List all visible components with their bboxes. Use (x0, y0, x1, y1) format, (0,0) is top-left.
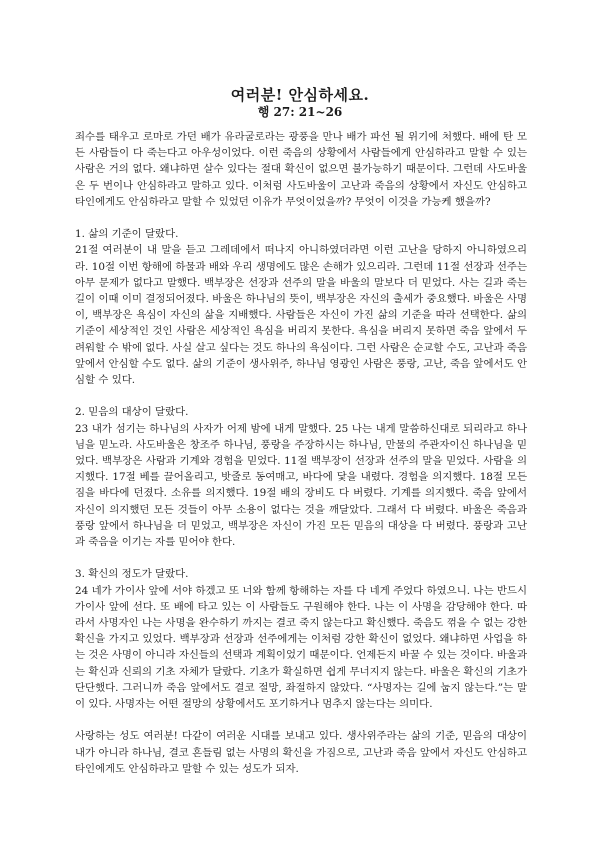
page-title: 여러분! 안심하세요. (230, 86, 370, 104)
closing-paragraph: 사랑하는 성도 여러분! 다같이 여러운 시대를 보내고 있다. 생사위주라는 삶의 기준, 믿음의 대상이 내가 아니라 하나님, 결코 흔들림 없는 사명의 확신을 가짐으로, 고난과 죽음 앞에서 자신도 안심하고 타인에게도 안심하라고 말할 수 있는 성도가 되자. (75, 730, 527, 775)
document-body (75, 129, 527, 793)
section-text-2: 23 내가 섬기는 하나님의 사자가 어제 밤에 내게 말했다. 25 나는 내게 말씀하신대로 되리라고 하나님을 믿노라. 사도바울은 창조주 하나님, 풍랑을 주장하시는 하나님, 만물의 주관자이신 하나님을 믿었다. 백부장은 사람과 기계와 경험을 믿었다. 11절 백부장이 선장과 선주의 말을 믿었다. 사람을 의지했다. 17절 베를 끌어올리고, 밧줄로 동여매고, 바다에 닻을 내렸다. 경험을 의지했다. 18절 모든 짐을 바다에 던졌다. 소유를 의지했다. 19절 배의 장비도 다 버렸다. 기계를 의지했다. 죽음 앞에서 자신이 의지했던 모든 것들이 아무 소용이 없다는 것을 깨달았다. 그래서 다 버렸다. 바울은 죽음과 풍랑 앞에서 하나님을 더 믿었고, 백부장은 자신이 가진 모든 믿음의 대상을 다 버렸다. 풍랑과 고난과 죽음을 이기는 자를 믿어야 한다. (75, 422, 527, 549)
scripture-reference: 행 27: 21~26 (257, 105, 343, 119)
intro-paragraph: 죄수를 태우고 로마로 가던 배가 유라굴로라는 광풍을 만나 배가 파선 될 위기에 처했다. 배에 탄 모든 사람들이 다 죽는다고 아우성이었다. 이런 죽음의 상황에서 사람들에게 안심하라고 말할 수 있는 사람은 거의 없다. 왜냐하면 살수 있다는 절대 확신이 없으면 불가능하기 때문이다. 그런데 사도바울은 두 번이나 안심하라고 말하고 있다. 이처럼 사도바울이 고난과 죽음의 상황에서 자신도 안심하고 타인에게도 안심하라고 말할 수 있었던 이유가 무엇이었을까? 무엇이 이것을 가능케 했을까? (75, 131, 527, 208)
section-heading-3: 3. 확신의 정도가 달랐다. (75, 568, 189, 581)
section-text-3: 24 네가 가이사 앞에 서야 하겠고 또 너와 함께 항해하는 자를 다 네게 주었다 하였으니. 나는 반드시 가이사 앞에 선다. 또 배에 타고 있는 이 사람들도 구원해야 한다. 나는 이 사명을 감당해야 한다. 따라서 사명자인 나는 사명을 완수하기 까지는 결코 죽지 않는다고 확신했다. 죽음도 꺾을 수 없는 강한 확신을 가지고 있었다. 백부장과 선장과 선주에게는 이처럼 강한 확신이 없었다. 왜냐하면 사업을 하는 것은 사명이 아니라 자신들의 선택과 계획이었기 때문이다. 언제든지 바꿀 수 있는 것이다. 바울과는 확신과 신뢰의 기초 자체가 달랐다. 기초가 확실하면 쉽게 무너지지 않는다. 바울은 확신의 기초가 단단했다. 그러니까 죽음 앞에서도 결코 절망, 좌절하지 않았다. “사명자는 길에 눕지 않는다.”는 말이 있다. 사명자는 어떤 절망의 상황에서도 포기하거나 멈추지 않는다는 의미다. (75, 584, 527, 711)
section-heading-1: 1. 삶의 기준이 달랐다. (75, 228, 179, 241)
section-heading-2: 2. 믿음의 대상이 달랐다. (75, 406, 189, 419)
section-text-1: 21절 여러분이 내 말을 듣고 그레데에서 떠나지 아니하였더라면 이런 고난을 당하지 아니하였으리라. 10절 이번 항해에 하물과 배와 우리 생명에도 많은 손해가 있으리라. 그런데 11절 선장과 선주는 아무 문제가 없다고 말했다. 백부장은 선장과 선주의 말을 바울의 말보다 더 믿었다. 사는 길과 죽는 길이 이때 이미 결정되어졌다. 바울은 하나님의 뜻이, 백부장은 자신의 출세가 중요했다. 바울은 사명이, 백부장은 욕심이 자신의 삶을 지배했다. 사람들은 자신이 가진 삶의 기준을 따라 선택한다. 삶의 기준이 세상적인 것인 사람은 세상적인 욕심을 버리지 못한다. 욕심을 버리지 못하면 죽음 앞에서 두려워할 수 밖에 없다. 사실 살고 싶다는 것도 하나의 욕심이다. 그런 사람은 순교할 수도, 고난과 죽음 앞에서 안심할 수도 없다. 삶의 기준이 생사위주, 하나님 영광인 사람은 풍랑, 고난, 죽음 앞에서도 안심할 수 있다. (75, 244, 527, 387)
